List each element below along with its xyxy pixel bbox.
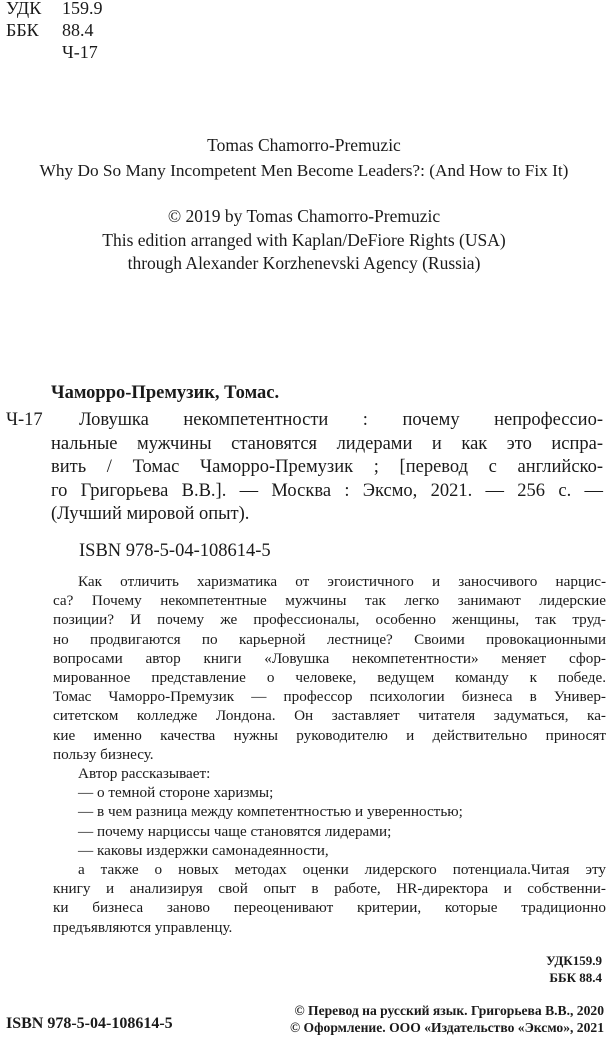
original-author: Tomas Chamorro-Premuzic: [207, 135, 401, 155]
translation-copyright: © Перевод на русский язык. Григорьева В.В., 2020: [294, 1003, 604, 1018]
original-title: Why Do So Many Incompetent Men Become Leaders?: (And How to Fix It): [39, 161, 569, 180]
bottom-bbk: ББК 88.4: [549, 970, 602, 985]
author-mark: Ч-17: [62, 42, 98, 62]
annotation-line: Автор рассказывает:: [78, 765, 211, 783]
bib-mark: Ч-17: [6, 410, 43, 430]
bbk-value: 88.4: [62, 20, 94, 40]
bib-line: (Лучший мировой опыт).: [51, 504, 250, 524]
bottom-udk: УДК159.9: [546, 953, 602, 968]
design-copyright: © Оформление. ООО «Издательство «Эксмо», 2021: [289, 1020, 604, 1035]
bib-heading: Чаморро-Премузик, Томас.: [51, 383, 280, 403]
annotation-line: но продвигаются по карьерной лестнице? Своими провокационными: [53, 630, 606, 648]
annotation-line: Томас Чаморро-Премузик — профессор психологии бизнеса в Универ-: [53, 688, 606, 706]
annotation-list-item: — о темной стороне харизмы;: [78, 784, 274, 802]
rights-agency: through Alexander Korzhenevski Agency (Russia): [127, 253, 481, 273]
bib-line: нальные мужчины становятся лидерами и как это испра-: [51, 433, 603, 454]
bib-line: вить / Томас Чаморро-Премузик ; [перевод с английско-: [51, 457, 603, 477]
annotation-line: книгу и анализируя свой опыт в работе, HR-директора и собственни-: [53, 880, 606, 898]
udk-value: 159.9: [62, 0, 103, 18]
copyright-line: © 2019 by Tomas Chamorro-Premuzic: [167, 206, 441, 226]
rights-arranged: This edition arranged with Kaplan/DeFiore Rights (USA): [102, 230, 506, 250]
annotation-line: позиции? И почему же профессионалы, особенно женщины, так труд-: [53, 611, 606, 629]
annotation-line: предъявляются управленцу.: [53, 918, 233, 936]
bib-description: [51, 409, 603, 527]
udk-label: УДК: [6, 0, 42, 18]
bbk-label: ББК: [6, 20, 39, 40]
annotation-line: ситетском колледже Лондона. Он заставляет читателя задуматься, ка-: [53, 707, 606, 725]
annotation-list-item: — каковы издержки самонадеянности,: [78, 841, 329, 859]
annotation-line: ки бизнеса заново переоценивают критерии, которые традиционно: [53, 899, 606, 917]
annotation-list-item: — почему нарциссы чаще становятся лидерами;: [78, 822, 392, 840]
annotation: [53, 572, 606, 937]
annotation-line: пользу бизнесу.: [53, 745, 154, 763]
bib-line: Ловушка некомпетентности : почему непрофессио-: [79, 410, 603, 430]
annotation-line: Как отличить харизматика от эгоистичного и заносчивого нарцис-: [78, 573, 606, 590]
annotation-line: а также о новых методах оценки лидерского потенциала.Читая эту: [78, 861, 606, 879]
bib-line: го Григорьева В.В.]. — Москва : Эксмо, 2021. — 256 с. —: [51, 480, 603, 501]
annotation-line: са? Почему некомпетентные мужчины так легко занимают лидерские: [53, 592, 606, 610]
bib-isbn: ISBN 978-5-04-108614-5: [79, 541, 271, 561]
annotation-line: мированное представление о человеке, ведущем команду к победе.: [53, 669, 606, 687]
annotation-list-item: — в чем разница между компетентностью и уверенностью;: [78, 803, 463, 821]
annotation-line: вопросами автор книги «Ловушка некомпетентности» меняет сфор-: [53, 649, 606, 667]
footer-isbn: ISBN 978-5-04-108614-5: [6, 1015, 173, 1032]
annotation-line: кие именно качества нужны руководителю и действительно приносят: [53, 726, 606, 744]
